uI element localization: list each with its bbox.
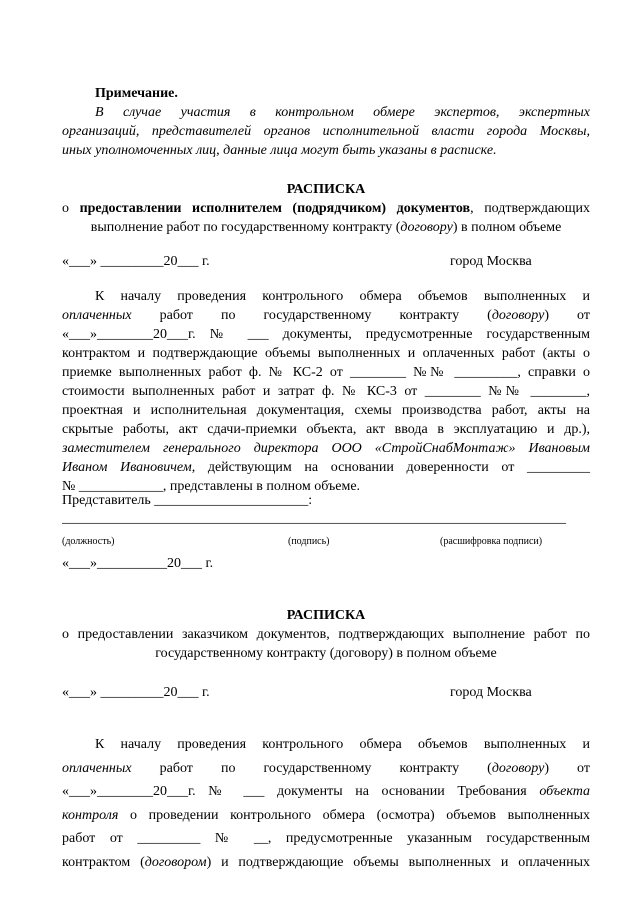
receipt2-title: РАСПИСКА bbox=[286, 608, 366, 623]
note-line: организаций, представителей органов исполнительной власти города Москвы, bbox=[62, 124, 590, 139]
receipt2-city: город Москва bbox=[450, 685, 532, 700]
receipt2-subtitle: о предоставлении заказчиком документов, подтверждающих выполнение работ по государственному контракту (договору) в полном объеме bbox=[62, 627, 590, 661]
caption-signature: (подпись) bbox=[288, 536, 330, 547]
caption-position: (должность) bbox=[62, 536, 115, 547]
signature-captions bbox=[62, 532, 590, 551]
note-heading: Примечание. bbox=[95, 86, 178, 101]
note-line: иных уполномоченных лиц, данные лица могут быть указаны в расписке. bbox=[62, 143, 497, 158]
representative-line: Представитель ______________________: bbox=[62, 493, 313, 508]
signature-line: ________________________________________________________________________ bbox=[62, 511, 566, 526]
note-line: В случае участия в контрольном обмере экспертов, экспертных bbox=[95, 105, 590, 120]
receipt1-sign-date: «___»__________20___ г. bbox=[62, 556, 214, 571]
receipt2-body: К началу проведения контрольного обмера объемов выполненных и оплаченных работ по государственному контракту (договору) от «___»________20___г. № ___ документы на основании Требования объекта контроля о проведении контрольного обмера (осмотра) объемов выполненных работ от _________ № __, предусмотренные указанным государственным контрактом (договором) и подтверждающие объемы выполненных и оплаченных bbox=[62, 737, 590, 870]
note-block bbox=[62, 84, 590, 160]
receipt1-date-row bbox=[62, 252, 590, 271]
receipt1-subtitle: о предоставлении исполнителем (подрядчиком) документов, подтверждающих выполнение работ по государственному контракту (договору) в полном объеме bbox=[62, 201, 591, 235]
receipt2-date-row bbox=[62, 683, 590, 702]
receipt2-date: «___» _________20___ г. bbox=[62, 685, 210, 700]
receipt1-date: «___» _________20___ г. bbox=[62, 254, 210, 269]
receipt1-title: РАСПИСКА bbox=[286, 182, 366, 197]
receipt1-body: К началу проведения контрольного обмера объемов выполненных и оплаченных работ по государственному контракту (договору) от «___»________20___г. № ___ документы, предусмотренные государственным контрактом и подтверждающие объемы выполненных и оплаченных работ (акты о приемке выполненных работ ф. № КС-2 от ________ №№ _________, справки о стоимости выполненных работ и затрат ф. № КС-3 от ________ №№ ________, проектная и исполнительная документация, схемы производства работ, акты на скрытые работы, акт сдачи-приемки объекта, акт ввода в эксплуатацию и др.), заместителем генерального директора ООО «СтройСнабМонтаж» Ивановым Иваном Ивановичем, действующим на основании доверенности от _________ № ____________, представлены в полном объеме. bbox=[62, 289, 591, 494]
caption-decoding: (расшифровка подписи) bbox=[440, 536, 543, 547]
receipt1-city: город Москва bbox=[450, 254, 532, 269]
